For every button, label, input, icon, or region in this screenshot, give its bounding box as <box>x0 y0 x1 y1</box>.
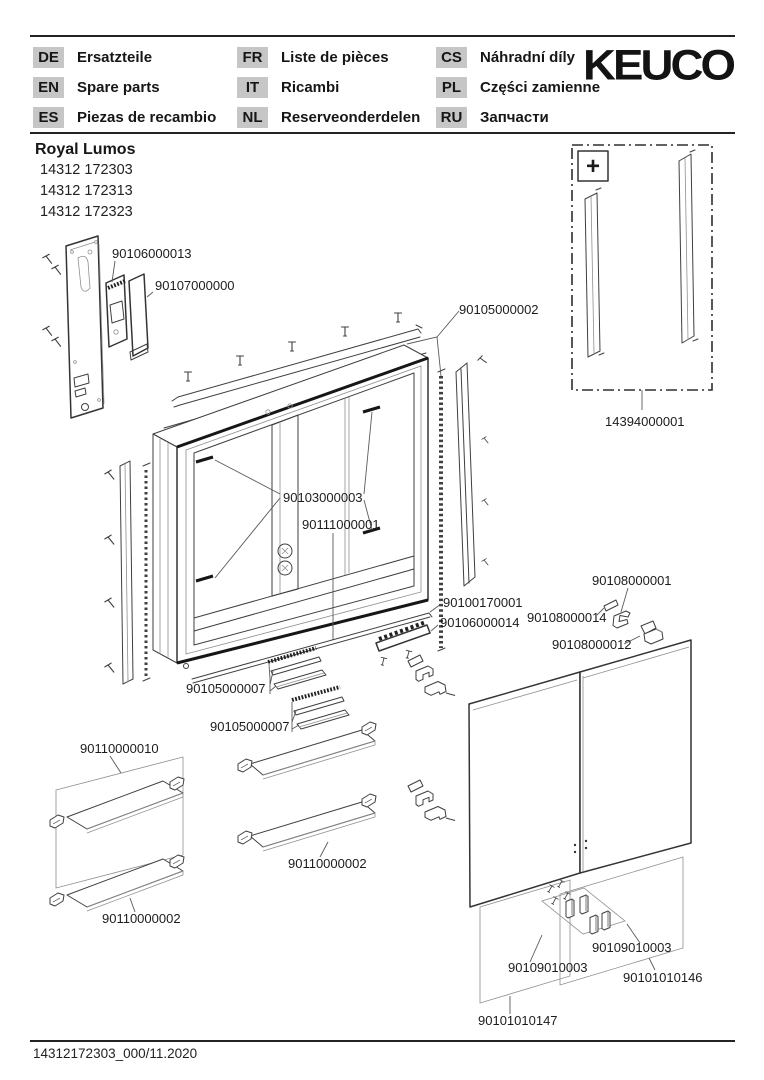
part-label-shelf-set: 90110000010 <box>80 741 159 756</box>
terminal-block <box>376 615 520 666</box>
right-shelves <box>238 722 376 871</box>
product-name: Royal Lumos <box>35 141 136 158</box>
lang-row-en <box>33 76 160 98</box>
left-shelves <box>50 741 184 926</box>
lang-badge-ru: RU <box>436 107 467 128</box>
lang-label-pl: Części zamienne <box>480 78 601 96</box>
lang-badge-de: DE <box>33 47 64 68</box>
door-clip-parts <box>527 573 672 652</box>
clip-cluster <box>408 780 455 821</box>
part-label-clip-bracket: 90108000012 <box>552 637 632 652</box>
part-label-mirror-door-right: 90101010146 <box>623 970 703 985</box>
lang-row-fr <box>237 46 389 68</box>
lang-label-en: Spare parts <box>77 78 160 96</box>
part-label-clip-pad: 90108000014 <box>527 610 607 625</box>
product-variant: 14312 172303 <box>40 162 133 178</box>
header-top-rule <box>30 35 735 37</box>
left-trim-strips <box>104 461 150 684</box>
hinge-parts <box>478 880 703 1028</box>
header-bottom-rule <box>30 132 735 134</box>
part-label-led-light-strip: 90105000002 <box>459 302 539 317</box>
lang-label-de: Ersatzteile <box>77 48 153 66</box>
screw-icon <box>104 534 115 544</box>
part-label-shelf-left: 90110000002 <box>102 911 181 926</box>
lang-label-nl: Reserveonderdelen <box>281 108 421 126</box>
lang-badge-pl: PL <box>436 77 467 98</box>
screw-icon <box>42 325 53 335</box>
part-label-wall-anchor-cover: 90107000000 <box>155 278 235 293</box>
wall-anchor-plate <box>42 236 104 418</box>
clip-cluster <box>408 655 455 696</box>
part-label-hinge-set-left: 90109010003 <box>508 960 588 975</box>
part-label-accessory-trim-kit: 14394000001 <box>605 414 685 429</box>
lang-badge-fr: FR <box>237 47 268 68</box>
lang-badge-nl: NL <box>237 107 268 128</box>
screw-icon <box>42 253 53 263</box>
accessory-kit-box <box>572 145 712 429</box>
part-label-glass-holder: 90103000003 <box>283 490 363 505</box>
product-variant: 14312 172313 <box>40 183 133 199</box>
exploded-view-diagram <box>0 140 764 1040</box>
lang-row-es <box>33 106 216 128</box>
lang-label-es: Piezas de recambio <box>77 108 217 126</box>
part-label-terminal-block: 90106000014 <box>440 615 520 630</box>
screw-icon <box>104 469 115 479</box>
lang-row-nl <box>237 106 420 128</box>
wall-anchor-cover <box>129 274 235 360</box>
footer-rule <box>30 1040 735 1042</box>
lang-row-pl <box>436 76 600 98</box>
lang-row-ru <box>436 106 549 128</box>
part-label-hinge-set-right: 90109010003 <box>592 940 672 955</box>
lang-row-it <box>237 76 339 98</box>
cabinet-body <box>153 345 428 669</box>
lang-row-cs <box>436 46 575 68</box>
part-label-wall-anchor-unit: 90106000013 <box>112 246 192 261</box>
mirror-doors <box>469 640 691 907</box>
part-label-bottom-trim-rail: 90100170001 <box>443 595 523 610</box>
screw-icon <box>51 264 62 274</box>
part-label-shelf-right: 90110000002 <box>288 856 367 871</box>
lang-label-ru: Запчасти <box>480 108 549 126</box>
document-number: 14312172303_000/11.2020 <box>33 1046 198 1061</box>
keuco-logo: KEUCO <box>583 40 734 89</box>
lang-badge-en: EN <box>33 77 64 98</box>
part-label-clip-clamp: 90108000001 <box>592 573 672 588</box>
lang-label-it: Ricambi <box>281 78 340 96</box>
part-label-shelf-rail-upper: 90105000007 <box>186 681 266 696</box>
lang-badge-it: IT <box>237 77 268 98</box>
part-label-cabinet-body: 90111000001 <box>302 517 380 532</box>
lang-badge-es: ES <box>33 107 64 128</box>
part-label-mirror-door-left: 90101010147 <box>478 1013 558 1028</box>
lang-row-de <box>33 46 152 68</box>
lang-label-fr: Liste de pièces <box>281 48 389 66</box>
lang-badge-cs: CS <box>436 47 467 68</box>
wall-anchor-unit <box>106 246 192 347</box>
screw-icon <box>51 336 62 346</box>
plus-icon: + <box>585 153 601 180</box>
lang-label-cs: Náhradní díly <box>480 48 576 66</box>
screw-icon <box>104 597 115 607</box>
part-label-shelf-rail-lower: 90105000007 <box>210 719 290 734</box>
product-variant: 14312 172323 <box>40 204 133 220</box>
screw-icon <box>104 662 115 672</box>
